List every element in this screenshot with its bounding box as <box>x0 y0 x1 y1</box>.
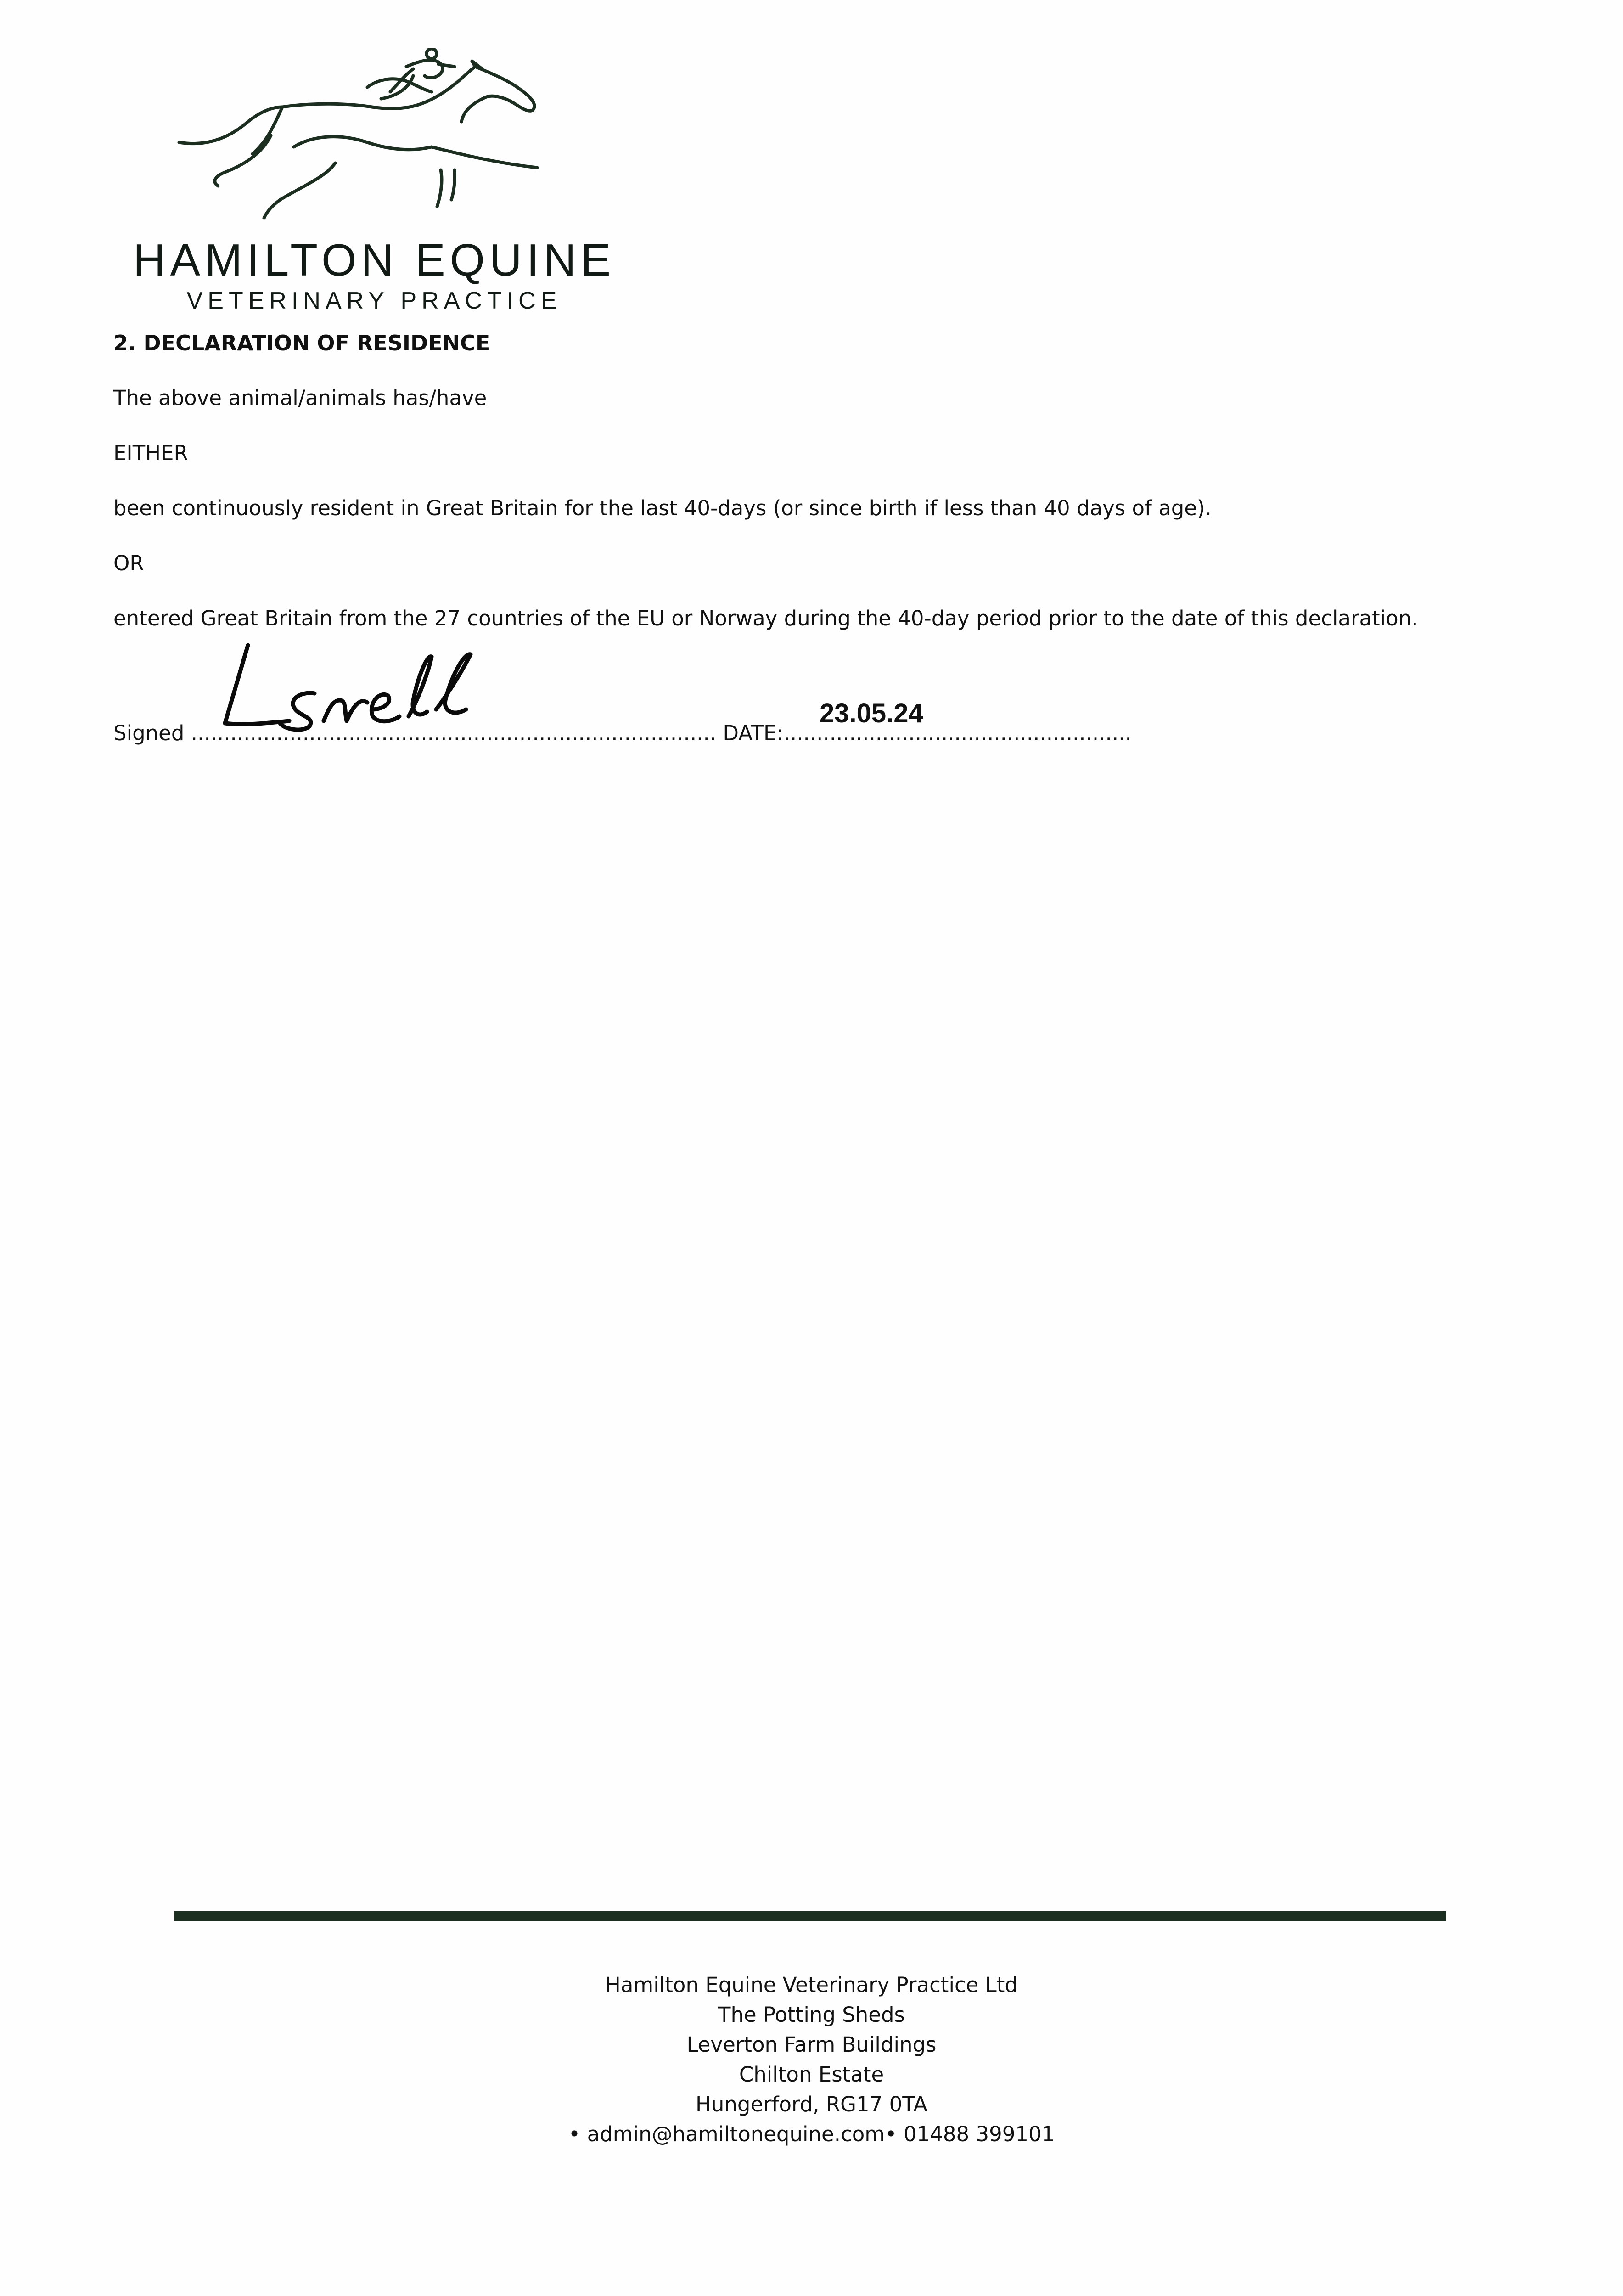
option-resident-text: been continuously resident in Great Britain for the last 40-days (or since birth if less than 40 days of age). <box>113 496 1212 520</box>
section-heading: 2. DECLARATION OF RESIDENCE <box>113 331 490 355</box>
practice-name: HAMILTON EQUINE <box>133 235 616 285</box>
footer-address-line: Leverton Farm Buildings <box>686 2032 937 2057</box>
date-value: 23.05.24 <box>820 698 923 728</box>
or-label: OR <box>113 551 144 575</box>
date-dotted-line: ..................................................... <box>783 721 1132 745</box>
intro-text: The above animal/animals has/have <box>113 386 487 410</box>
either-label: EITHER <box>113 441 188 465</box>
practice-subtitle: VETERINARY PRACTICE <box>186 287 562 314</box>
option-entered-text: entered Great Britain from the 27 countries of the EU or Norway during the 40-day period prior to the date of this declaration. <box>113 606 1418 630</box>
signature-line <box>113 721 1132 745</box>
footer-contact: • admin@hamiltonequine.com• 01488 399101 <box>568 2122 1055 2146</box>
date-label: DATE: <box>723 721 784 745</box>
racehorse-with-jockey-icon <box>174 48 597 232</box>
footer-address-line: Hungerford, RG17 0TA <box>696 2092 927 2116</box>
footer-address <box>0 1970 1623 2149</box>
signed-dotted-line: ................................................................................ <box>191 721 717 745</box>
footer-divider <box>174 1911 1446 1921</box>
footer-address-line: Chilton Estate <box>739 2062 884 2087</box>
signed-label: Signed <box>113 721 185 745</box>
footer-company: Hamilton Equine Veterinary Practice Ltd <box>605 1973 1018 1997</box>
practice-logo <box>115 48 634 319</box>
footer-address-line: The Potting Sheds <box>718 2003 905 2027</box>
